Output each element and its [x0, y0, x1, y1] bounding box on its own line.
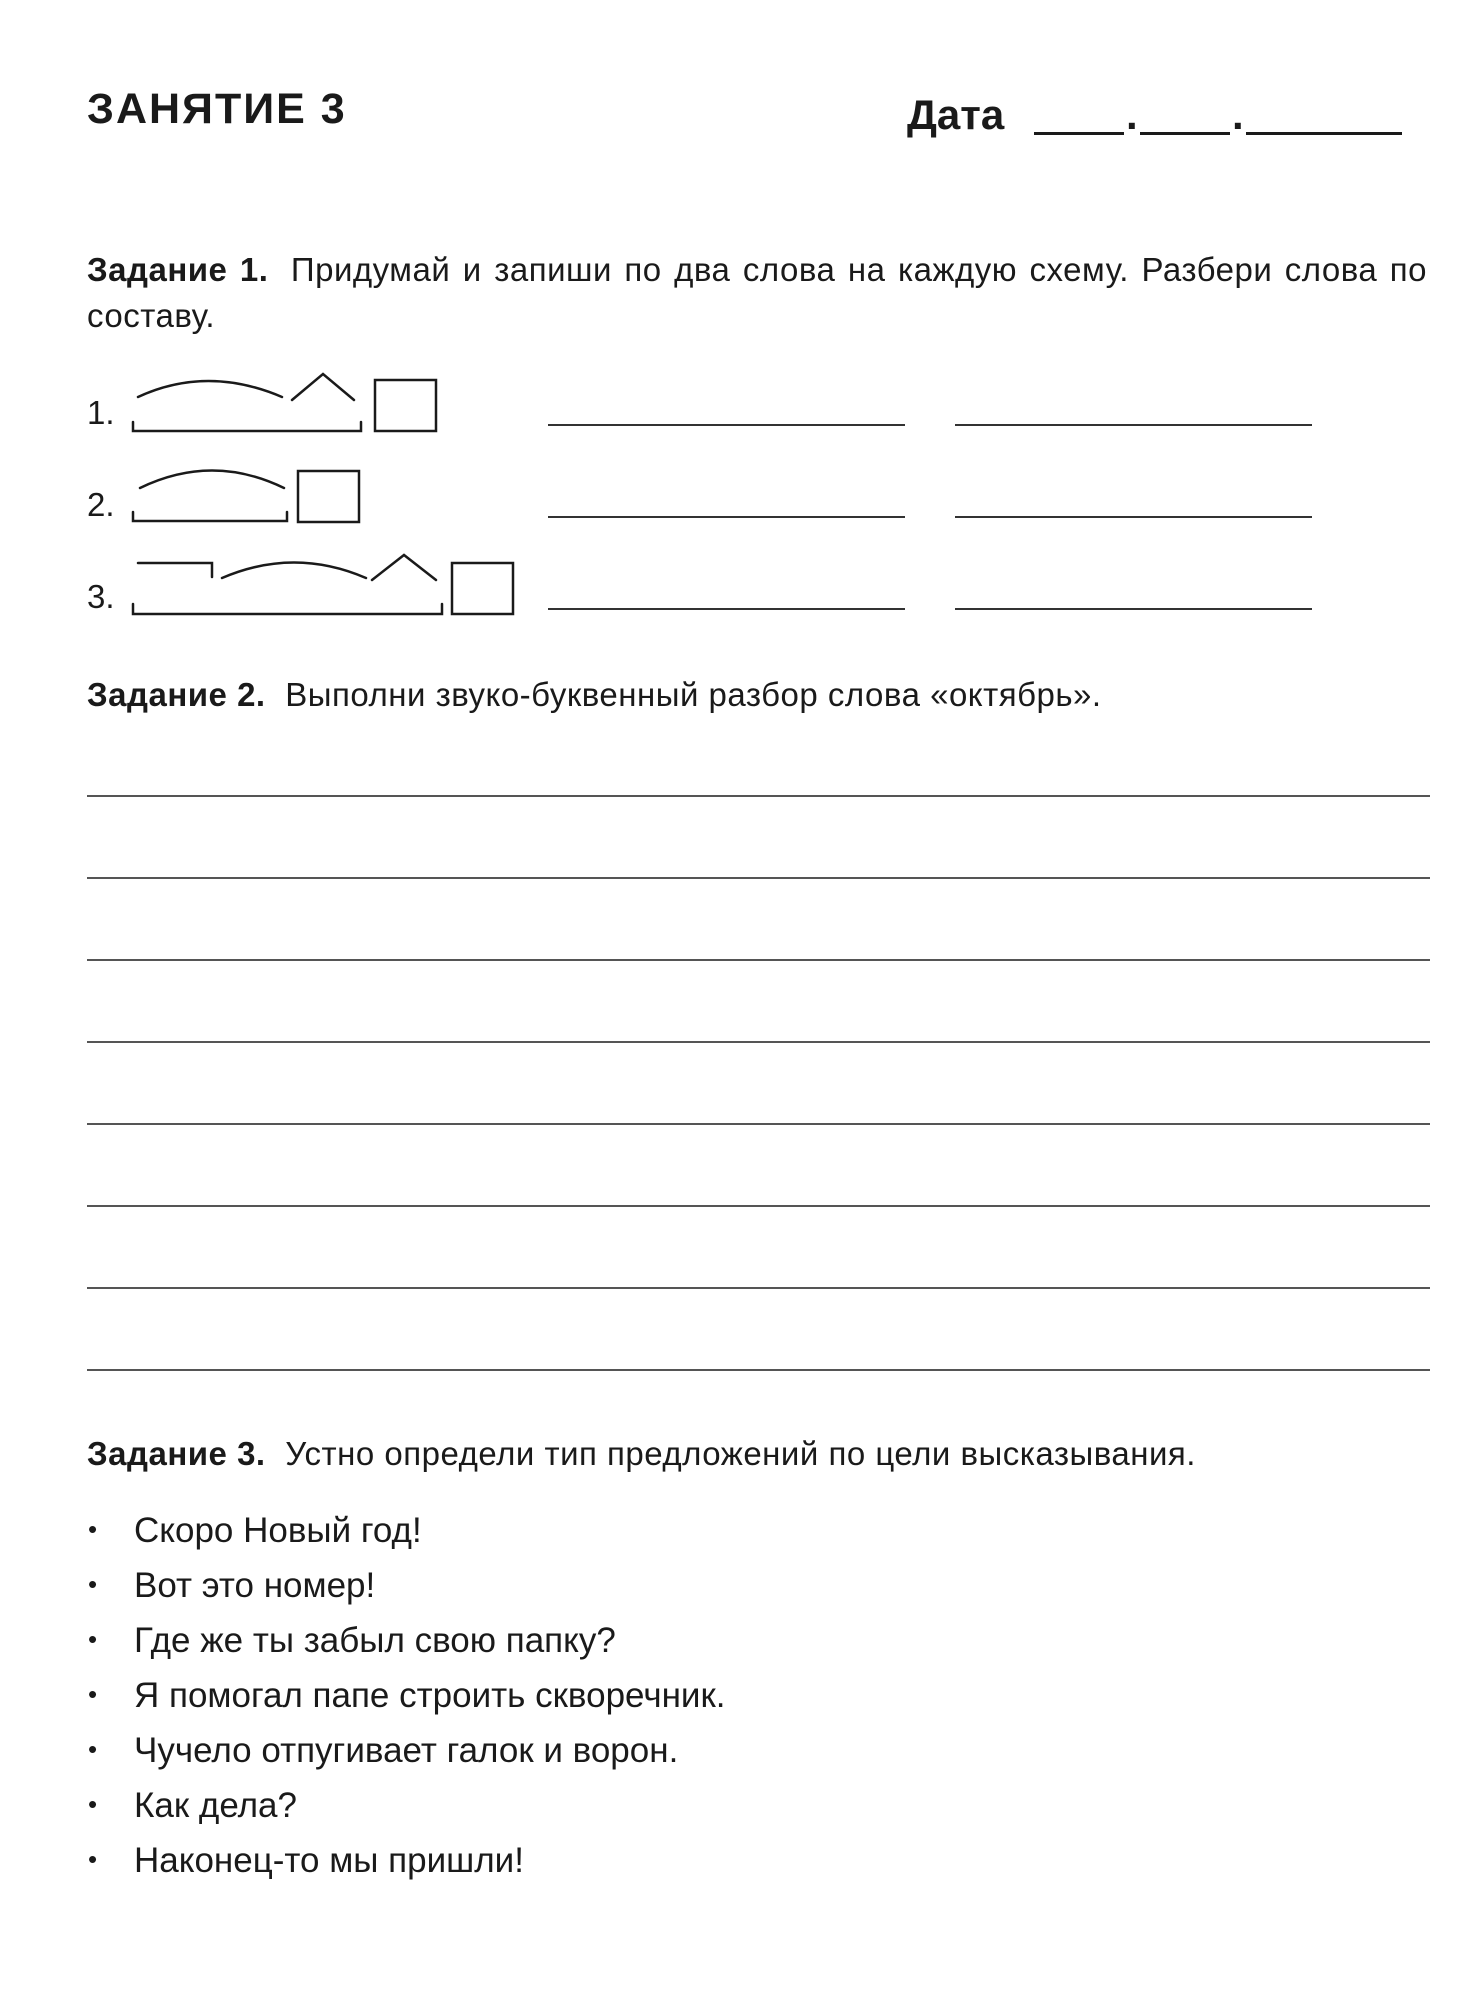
scheme-number: 2. — [87, 486, 115, 523]
root-mark — [140, 471, 284, 489]
bullet-icon: • — [88, 1514, 98, 1544]
sentence-text: Чучело отпугивает галок и ворон. — [134, 1731, 679, 1770]
bullet-icon: • — [88, 1569, 98, 1599]
bullet-icon: • — [88, 1679, 98, 1709]
list-item — [88, 1788, 297, 1823]
sentence-text: Наконец-то мы пришли! — [134, 1841, 524, 1880]
writing-line[interactable] — [87, 795, 1430, 797]
bullet-icon: • — [88, 1844, 98, 1874]
writing-line[interactable] — [87, 877, 1430, 879]
answer-line[interactable] — [955, 516, 1312, 518]
prefix-mark — [138, 563, 212, 577]
suffix-mark — [292, 374, 354, 400]
date-separator: . — [1126, 91, 1138, 138]
base-mark — [133, 604, 442, 614]
ending-mark — [452, 563, 513, 614]
root-mark — [138, 381, 282, 397]
writing-line[interactable] — [87, 1123, 1430, 1125]
task2-text — [87, 672, 1427, 718]
scheme-number: 3. — [87, 578, 115, 615]
date-label: Дата — [907, 91, 1005, 138]
answer-line[interactable] — [548, 516, 905, 518]
bullet-icon: • — [88, 1624, 98, 1654]
ending-mark — [375, 380, 436, 431]
writing-line[interactable] — [87, 1041, 1430, 1043]
task3-text — [87, 1431, 1427, 1477]
task1-label: Задание 1. — [87, 251, 269, 288]
list-item — [88, 1678, 726, 1713]
writing-line[interactable] — [87, 1205, 1430, 1207]
list-item — [88, 1843, 524, 1878]
date-separator: . — [1232, 91, 1244, 138]
scheme-2 — [133, 471, 359, 523]
writing-line[interactable] — [87, 1287, 1430, 1289]
task3-instruction: Устно определи тип предложений по цели высказывания. — [285, 1435, 1196, 1472]
base-mark — [133, 422, 361, 431]
ending-mark — [298, 471, 359, 522]
scheme-number: 1. — [87, 394, 115, 431]
scheme-3 — [133, 555, 513, 614]
writing-line[interactable] — [87, 959, 1430, 961]
scheme-1 — [133, 374, 436, 431]
answer-line[interactable] — [548, 608, 905, 610]
base-mark — [133, 512, 287, 521]
list-item — [88, 1623, 616, 1658]
sentence-text: Где же ты забыл свою папку? — [134, 1621, 616, 1660]
bullet-icon: • — [88, 1789, 98, 1819]
answer-line[interactable] — [955, 424, 1312, 426]
task2-instruction: Выполни звуко-буквенный разбор слова «октябрь». — [285, 676, 1102, 713]
answer-line[interactable] — [955, 608, 1312, 610]
bullet-icon: • — [88, 1734, 98, 1764]
word-schemes — [0, 0, 1479, 640]
sentence-text: Вот это номер! — [134, 1566, 376, 1605]
task1-instruction: Придумай и запиши по два слова на каждую схему. Разбери слова по составу. — [87, 251, 1427, 334]
task3-label: Задание 3. — [87, 1435, 266, 1472]
task2-label: Задание 2. — [87, 676, 266, 713]
root-mark — [222, 563, 366, 579]
sentence-text: Как дела? — [134, 1786, 297, 1825]
sentence-text: Скоро Новый год! — [134, 1511, 422, 1550]
suffix-mark — [372, 555, 436, 580]
sentence-text: Я помогал папе строить скворечник. — [134, 1676, 726, 1715]
answer-line[interactable] — [548, 424, 905, 426]
page-title: ЗАНЯТИЕ 3 — [87, 85, 347, 133]
list-item — [88, 1568, 375, 1603]
list-item — [88, 1733, 678, 1768]
writing-line[interactable] — [87, 1369, 1430, 1371]
list-item — [88, 1513, 422, 1548]
